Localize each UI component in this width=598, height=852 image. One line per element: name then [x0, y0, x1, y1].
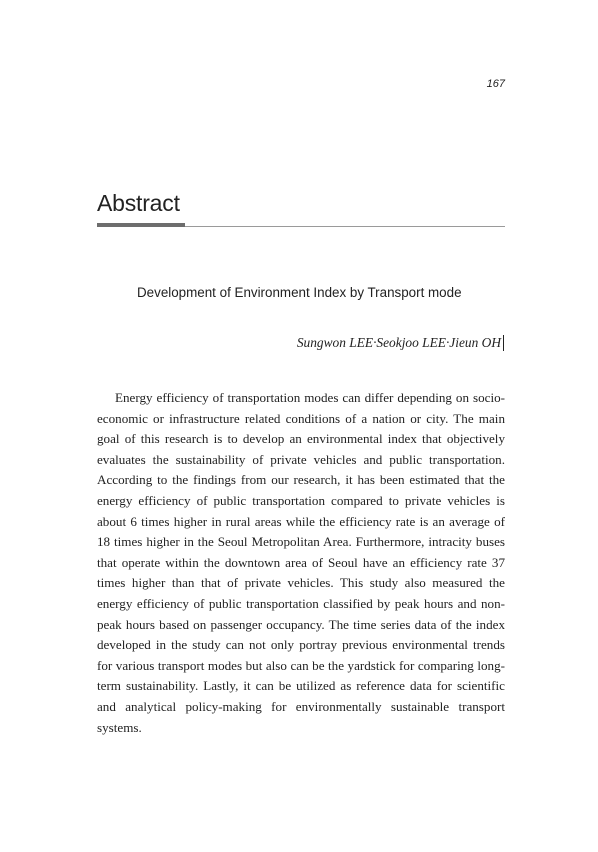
- abstract-body: Energy efficiency of transportation modes can differ depending on socio-economic or infrastructure related conditions of a nation or city. The main goal of this research is to develop an environmental index that objectively evaluates the sustainability of private vehicles and public transportation. According to the findings from our research, it has been estimated that the energy efficiency of public transportation compared to private vehicles is about 6 times higher in rural areas while the efficiency rate is an average of 18 times higher in the Seoul Metropolitan Area. Furthermore, intracity buses that operate within the downtown area of Seoul have an efficiency rate 37 times higher than that of private vehicles. This study also measured the energy efficiency of public transportation classified by peak hours and non-peak hours based on passenger occupancy. The time series data of the index developed in the study can not only portray previous environmental trends for various transport modes but also can be the yardstick for comparing long-term sustainability. Lastly, it can be utilized as reference data for scientific and analytical policy-making for environmentally sustainable transport systems.: [97, 390, 505, 735]
- section-heading: Abstract: [97, 190, 180, 216]
- heading-underline-accent: [97, 223, 185, 227]
- paper-title: Development of Environment Index by Transport mode: [137, 285, 462, 300]
- author-list: Sungwon LEE·Seokjoo LEE·Jieun OH: [297, 335, 504, 351]
- page-number: 167: [486, 78, 505, 90]
